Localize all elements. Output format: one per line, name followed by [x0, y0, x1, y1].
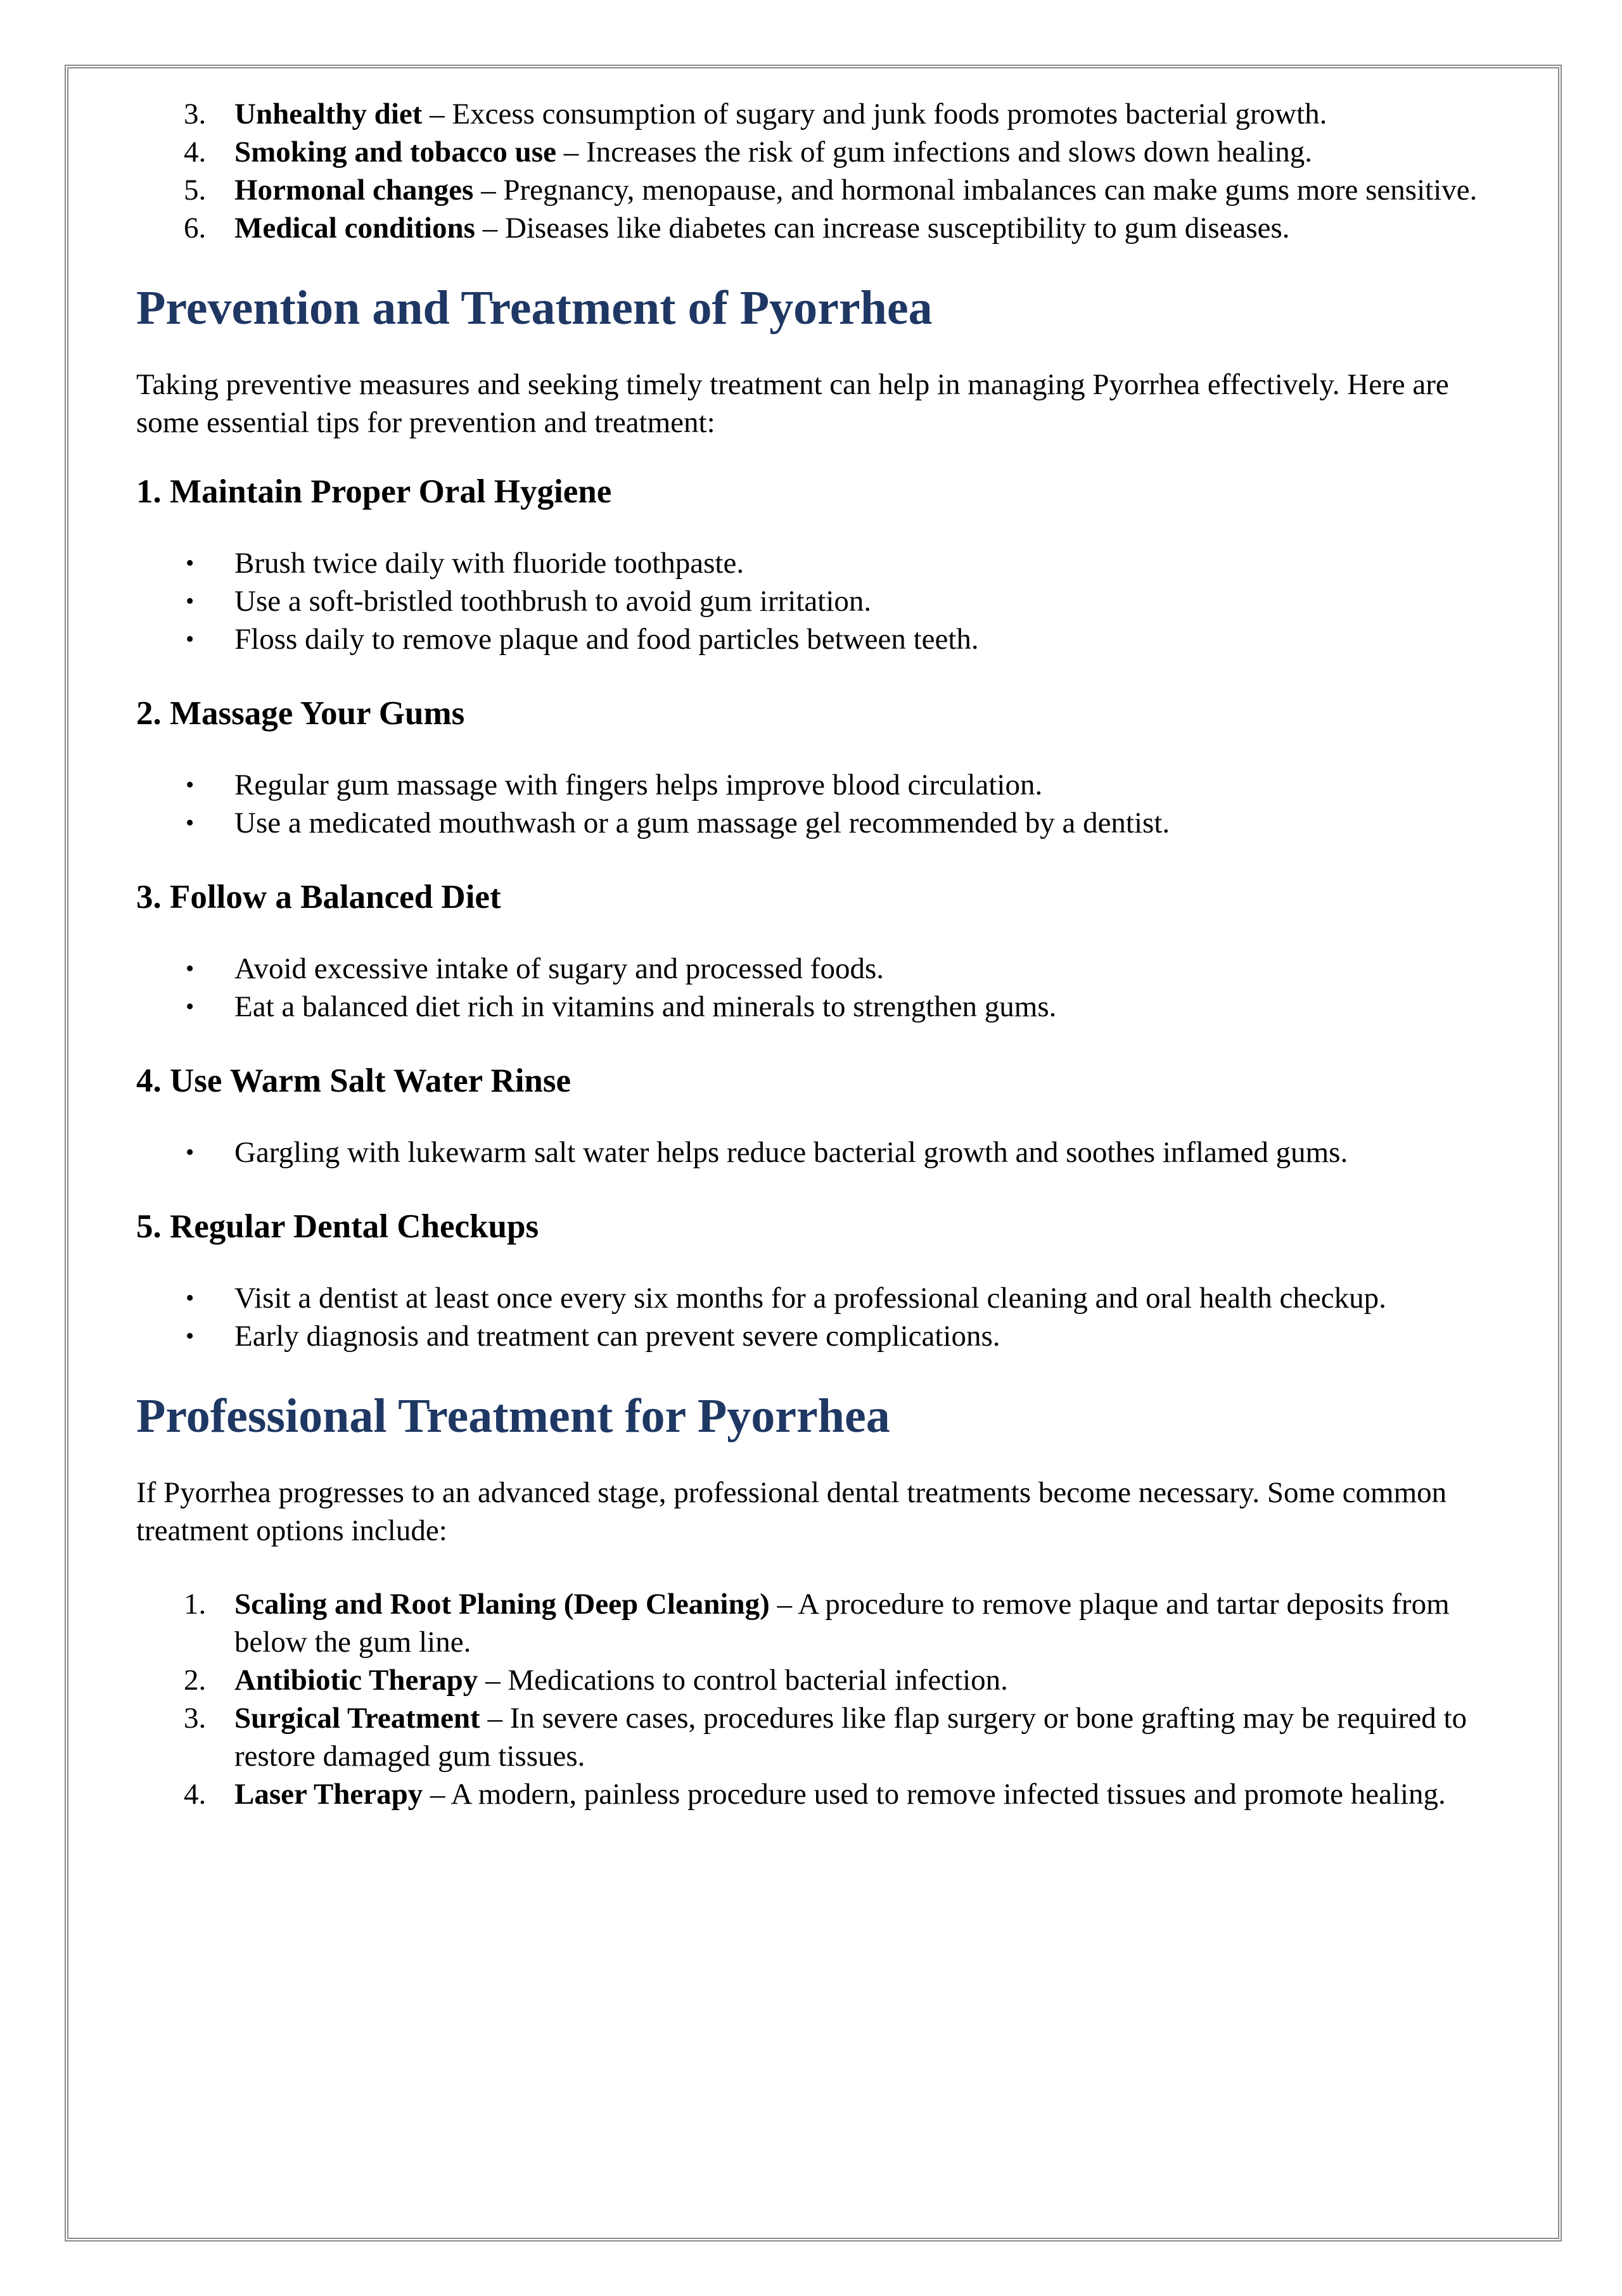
- balanced-diet-list: [136, 950, 1498, 1026]
- item-number: 6.: [184, 212, 207, 245]
- item-title: Unhealthy diet: [234, 98, 423, 131]
- section-heading-massage-gums: 2. Massage Your Gums: [136, 695, 465, 732]
- massage-gums-list: [136, 766, 1498, 842]
- bullet-text: Early diagnosis and treatment can prevent severe complications.: [234, 1320, 1000, 1353]
- bullet-icon: •: [186, 1139, 195, 1166]
- list-item: [136, 620, 1498, 658]
- list-item: [136, 1661, 1498, 1699]
- salt-water-rinse-list: [136, 1133, 1498, 1171]
- item-text: – A procedure to remove plaque and tartar deposits from below the gum line.: [234, 1588, 1450, 1659]
- professional-intro: If Pyorrhea progresses to an advanced stage, professional dental treatments become necessary. Some common treatment options include:: [136, 1476, 1447, 1547]
- section-heading-salt-water-rinse: 4. Use Warm Salt Water Rinse: [136, 1062, 572, 1099]
- list-item: [136, 1317, 1498, 1355]
- item-text: – Pregnancy, menopause, and hormonal imbalances can make gums more sensitive.: [473, 174, 1478, 207]
- bullet-icon: •: [186, 1285, 195, 1311]
- list-item: [136, 209, 1498, 247]
- item-text: – Diseases like diabetes can increase susceptibility to gum diseases.: [475, 212, 1290, 245]
- item-title: Surgical Treatment: [234, 1702, 480, 1735]
- bullet-icon: •: [186, 993, 195, 1020]
- bullet-icon: •: [186, 626, 195, 653]
- bullet-text: Use a soft-bristled toothbrush to avoid gum irritation.: [234, 585, 872, 618]
- item-number: 4.: [184, 136, 207, 169]
- section-heading-dental-checkups: 5. Regular Dental Checkups: [136, 1208, 539, 1245]
- bullet-text: Brush twice daily with fluoride toothpaste.: [234, 547, 744, 580]
- item-number: 5.: [184, 174, 207, 207]
- bullet-text: Eat a balanced diet rich in vitamins and minerals to strengthen gums.: [234, 990, 1057, 1023]
- list-item: [136, 804, 1498, 842]
- bullet-icon: •: [186, 1323, 195, 1349]
- item-text: – Increases the risk of gum infections and slows down healing.: [556, 136, 1312, 169]
- item-title: Laser Therapy: [234, 1778, 423, 1811]
- item-title: Scaling and Root Planing (Deep Cleaning): [234, 1588, 770, 1621]
- bullet-icon: •: [186, 588, 195, 615]
- list-item: [136, 988, 1498, 1026]
- list-item: [136, 766, 1498, 804]
- list-item: [136, 1279, 1498, 1317]
- oral-hygiene-list: [136, 544, 1498, 658]
- professional-treatment-list: [136, 1585, 1498, 1813]
- item-text: – Excess consumption of sugary and junk foods promotes bacterial growth.: [422, 98, 1327, 131]
- item-text: – A modern, painless procedure used to remove infected tissues and promote healing.: [423, 1778, 1446, 1811]
- bullet-text: Regular gum massage with fingers helps improve blood circulation.: [234, 769, 1043, 801]
- list-item: [136, 1133, 1498, 1171]
- item-number: 2.: [184, 1664, 207, 1697]
- item-number: 1.: [184, 1588, 207, 1621]
- section-heading-oral-hygiene: 1. Maintain Proper Oral Hygiene: [136, 473, 612, 510]
- bullet-text: Avoid excessive intake of sugary and processed foods.: [234, 952, 884, 985]
- item-title: Hormonal changes: [234, 174, 474, 207]
- bullet-text: Floss daily to remove plaque and food particles between teeth.: [234, 623, 979, 656]
- item-text: – Medications to control bacterial infection.: [478, 1664, 1008, 1697]
- prevention-intro: Taking preventive measures and seeking timely treatment can help in managing Pyorrhea effectively. Here are some essential tips for prevention and treatment:: [136, 368, 1449, 439]
- item-title: Medical conditions: [234, 212, 475, 245]
- list-item: [136, 171, 1498, 209]
- professional-heading: Professional Treatment for Pyorrhea: [136, 1389, 890, 1443]
- bullet-text: Visit a dentist at least once every six months for a professional cleaning and oral health checkup.: [234, 1282, 1386, 1315]
- item-number: 3.: [184, 1702, 207, 1735]
- item-text: – In severe cases, procedures like flap surgery or bone grafting may be required to restore damaged gum tissues.: [234, 1702, 1467, 1773]
- bullet-icon: •: [186, 772, 195, 798]
- list-item: [136, 95, 1498, 133]
- bullet-text: Gargling with lukewarm salt water helps reduce bacterial growth and soothes inflamed gums.: [234, 1136, 1348, 1169]
- list-item: [136, 133, 1498, 171]
- prevention-heading: Prevention and Treatment of Pyorrhea: [136, 281, 933, 335]
- list-item: [136, 1585, 1498, 1661]
- causes-list: [136, 95, 1498, 247]
- dental-checkups-list: [136, 1279, 1498, 1355]
- list-item: [136, 544, 1498, 582]
- list-item: [136, 582, 1498, 620]
- bullet-text: Use a medicated mouthwash or a gum massage gel recommended by a dentist.: [234, 807, 1170, 839]
- bullet-icon: •: [186, 550, 195, 577]
- item-title: Antibiotic Therapy: [234, 1664, 478, 1697]
- section-heading-balanced-diet: 3. Follow a Balanced Diet: [136, 879, 501, 915]
- list-item: [136, 950, 1498, 988]
- list-item: [136, 1775, 1498, 1813]
- bullet-icon: •: [186, 810, 195, 836]
- item-number: 4.: [184, 1778, 207, 1811]
- list-item: [136, 1699, 1498, 1775]
- item-title: Smoking and tobacco use: [234, 136, 556, 169]
- bullet-icon: •: [186, 955, 195, 982]
- document-content: [136, 95, 1498, 1813]
- item-number: 3.: [184, 98, 207, 131]
